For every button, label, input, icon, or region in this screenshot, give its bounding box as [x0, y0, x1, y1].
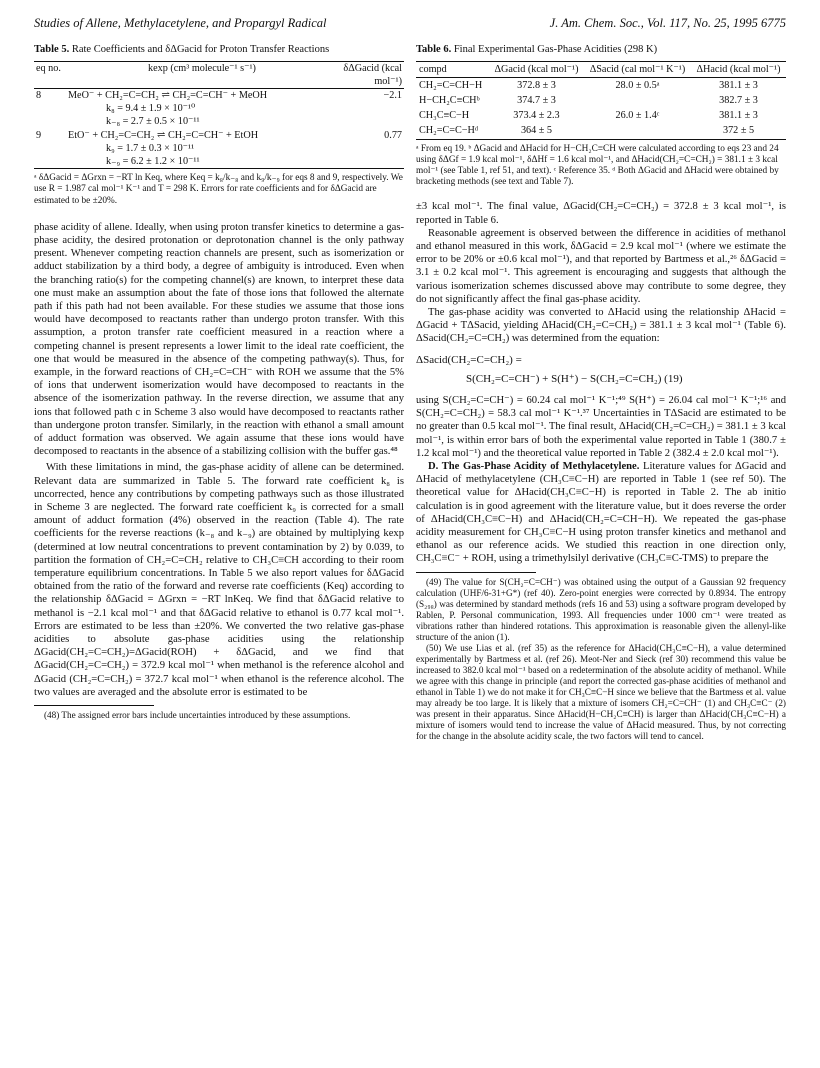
- table-row: [34, 88, 404, 102]
- table5-caption: [34, 44, 404, 57]
- table5-dg: 0.77: [384, 129, 402, 141]
- table6-cell: CH₃C≡C−H: [419, 110, 470, 122]
- equation-line-1: ΔSacid(CH₂=C=CH₂) =: [416, 353, 522, 366]
- table6-caption: [416, 44, 786, 57]
- section-text: Literature values for ΔGacid and ΔHacid of methylacetylene (CH₃C≡C−H) are reported in Table 1 (see ref 50). The theoretical value for ΔHacid(CH₃C≡C−H) is reported in Table 2. The ab initio calculation is in good agreement with the literature value, but it does reverse the order of ΔHacid(CH₃C≡C−H) and ΔHacid(CH₂=C=CH−H). We repeated the gas-phase acidity measurement for CH₃C≡C−H using proton transfer kinetics and methanol and ethanol as our reference acids. We studied this reaction in one direction only, CH₃C≡C⁻ + ROH, using a trimethylsilyl derivative (CH₃C≡C-TMS) to prepare the: [416, 460, 786, 565]
- table6-footnote: ᵃ From eq 19. ᵇ ΔGacid and ΔHacid for H−CH₂C≡CH were calculated according to eqs 23 and 24 using δΔGf = 1.9 kcal mol⁻¹, δΔHf = 1.6 kcal mol⁻¹, and ΔHacid(CH₂=C=CH₂) = 381.1 ± 3 kcal mol⁻¹ (see Table 1, ref 51, and text). ᶜ Reference 35. ᵈ Both ΔGacid and ΔHacid were obtained by bracketing methods (see text and Table 7).: [416, 143, 779, 188]
- table6: [416, 61, 786, 140]
- footnote-49: (49) The value for S(CH₂=C=CH⁻) was obtained using the output of a Gaussian 92 frequency calculation (UHF/6-31+G*) (ref 40). Zero-point energies were corrected by 0.8934. The entropy (S₂₉₈) was determined by standard methods (refs 16 and 53) using a software program developed by Rablen, P. Personal communication, 1993. All frequencies under 1000 cm⁻¹ were treated as vibrations rather than hindered rotations. This approximation is reasonable given the allenyl-like structure of the anion (1).: [416, 576, 786, 642]
- table-row: [416, 108, 786, 123]
- table5-reaction: EtO⁻ + CH₂=C=CH₂ ⇌ CH₂=C=CH⁻ + EtOH: [68, 129, 259, 141]
- table6-cell: 28.0 ± 0.5ᵃ: [615, 79, 660, 91]
- header-journal: J. Am. Chem. Soc., Vol. 117, No. 25, 1995 6775: [549, 16, 786, 30]
- table6-head-dh: ΔHacid (kcal mol⁻¹): [696, 63, 781, 75]
- table5-title: Rate Coefficients and δΔGacid for Proton Transfer Reactions: [71, 44, 330, 55]
- table-row: [416, 123, 786, 139]
- header-title: Studies of Allene, Methylacetylene, and Propargyl Radical: [34, 16, 327, 30]
- body-paragraph: phase acidity of allene. Ideally, when using proton transfer kinetics to determine a gas-phase acidity, the desired protonation or deprotonation channel is the only pathway present. Whenever competing reaction channels are present, such as isomerization or adduct stabilization by a third body, a degree of ambiguity is introduced. Even when the branching ratio(s) for the competing channel(s) are known, to interpret these data one must make an assumption about the fate of those ions that followed the alternate path if this path had not been available. For these studies we assume that those ions would have decomposed to reactants rather than undergo proton transfer. With this assumption, a proton transfer rate coefficient measured in a reaction where a competing channel is present represents a lower limit to the ideal rate coefficient, the one that would be measured in the absence of the competing pathway(s). Thus, for example, in the forward reactions of CH₂=C=CH⁻ with ROH we assume that the 5% of ions that underwent isomerization would have decomposed to reactants in the absence of the isomerization pathway. In the reverse direction, we assume that any ions that followed path c in Scheme 3 also would have decomposed to reactants rather than undergone proton transfer. Similarly, in the reaction with ethanol a small amount of adduct formation was observed. We again assume that these ions would have decomposed to reactants in the absence of a stabilizing collision with the buffer gas.⁴⁸: [34, 221, 404, 458]
- table6-cell: [584, 123, 691, 139]
- body-paragraph: using S(CH₂=C=CH⁻) = 60.24 cal mol⁻¹ K⁻¹;⁴⁹ S(H⁺) = 26.04 cal mol⁻¹ K⁻¹;¹⁶ and S(CH₂=C=CH₂) = 58.3 cal mol⁻¹ K⁻¹.³⁷ Uncertainties in TΔSacid are estimated to be no greater than 0.5 kcal mol⁻¹. The final result, ΔHacid(CH₂=C=CH₂) = 381.1 ± 3 kcal mol⁻¹, is within error bars of both the experimental value reported in Table 1 (380.7 ± 1.2 kcal mol⁻¹) and the theoretical value reported in Table 2 (382.4 ± 2.0 kcal mol⁻¹).: [416, 394, 786, 459]
- footnote-50: (50) We use Lias et al. (ref 35) as the reference for ΔHacid(CH₃C≡C−H), a value determined experimentally by Bartmess et al. (ref 26). Meot-Ner and Sieck (ref 30) recommend this value be increased to 382.0 kcal mol⁻¹ based on a redetermination of the absolute acidity of methanol. While we agree with this change in principle (and report the corrected gas-phase acidities of methanol and ethanol in Table 1) we do not make it for CH₃C≡C−H since we believe that the Bartmess et al. value may already be too large. It is likely that a mixture of isomers CH₂=C=CH⁻ (1) and CH₃C≡C⁻ (2) was present in their apparatus. Since ΔHacid(H−CH₂C≡CH) is larger than ΔHacid(CH₃C≡C−H) a mixture of isomers would tend to increase the value of ΔHacid measured. Thus, by not correcting for the change in the absolute acidity scale, the two factors will tend to cancel.: [416, 642, 786, 741]
- table5-k-forward: k₉ = 1.7 ± 0.3 × 10⁻¹¹: [106, 142, 195, 154]
- table5-dg: −2.1: [383, 89, 402, 101]
- table5-eq-no: 9: [36, 129, 42, 141]
- table6-label: Table 6.: [416, 44, 452, 55]
- table6-cell: 373.4 ± 2.3: [513, 110, 560, 122]
- table5-eq-no: 8: [36, 89, 42, 101]
- body-paragraph: Reasonable agreement is observed between the difference in acidities of methanol and ethanol measured in this work, δΔGacid = 2.9 kcal mol⁻¹ (where we estimate the error to be 20% or ±0.6 kcal mol⁻¹), and that reported by Bartmess et al.,²⁶ δΔGacid = 3.1 ± 0.2 kcal mol⁻¹. This agreement is encouraging and suggests that although the various isomerization schemes discussed above may contribute to some degree, they do not significantly affect the final gas-phase acidity.: [416, 227, 786, 305]
- body-paragraph: With these limitations in mind, the gas-phase acidity of allene can be determined. Relevant data are summarized in Table 5. The forward rate coefficient k₈ is uncorrected, hence any contributions by competing pathways such as those illustrated in Scheme 3 are neglected. The forward rate coefficient k₉ is corrected for a small amount of adduct formation (4%) observed in the reaction (Table 4). The rate coefficients for the reverse reactions (k₋₈ and k₋₉) are obtained by multiplying kexp (determined at low neutral concentrations to prevent contamination by 2) by 0.039, to partition the formation of CH₂=C=CH₂ relative to CH₃C≡CH according to their room temperature equilibrium concentrations. In Table 5 we also report values for δΔGacid obtained from the ratio of the forward and reverse rate coefficients (Keq) according to the relationship δΔGacid = ΔGrxn = −RT lnKeq. We find that δΔGacid relative to methanol is −2.1 kcal mol⁻¹ and that δΔGacid relative to ethanol is 0.77 kcal mol⁻¹. Errors are estimated to be less than ±20%. We converted the two relative gas-phase acidities to absolute gas-phase acidities using the relationship ΔGacid(CH₂=C=CH₂)=ΔGacid(ROH) + δΔGacid, and we find that ΔGacid(CH₂=C=CH₂) = 372.9 kcal mol⁻¹ when methanol is the reference alcohol and ΔGacid (CH₂=C=CH₂) = 372.7 kcal mol⁻¹ when ethanol is the reference alcohol. The two values are averaged and the absolute error is estimated to be: [34, 462, 404, 698]
- footnote-text: (48) The assigned error bars include uncertainties introduced by these assumptions.: [44, 710, 351, 721]
- footnote-divider: [34, 705, 154, 706]
- table5-label: Table 5.: [34, 44, 70, 55]
- table5-k-forward: k₈ = 9.4 ± 1.9 × 10⁻¹⁰: [106, 103, 196, 115]
- table6-cell: 364 ± 5: [520, 125, 552, 137]
- table-row: [34, 115, 404, 128]
- running-header: [34, 16, 786, 34]
- left-column: [34, 44, 404, 721]
- footnotes: [416, 577, 786, 742]
- table-row: [34, 155, 404, 169]
- table6-cell: 374.7 ± 3: [517, 94, 556, 106]
- table5: [34, 61, 404, 170]
- section-heading: D. The Gas-Phase Acidity of Methylacetylene.: [428, 460, 640, 472]
- table6-cell: 381.1 ± 3: [719, 79, 758, 91]
- table5-head-eq: eq no.: [36, 62, 61, 74]
- footnote-divider: [416, 572, 536, 573]
- table6-cell: CH₂=C=CH−H: [419, 79, 483, 91]
- table-row: [34, 142, 404, 155]
- table5-k-reverse: k₋₈ = 2.7 ± 0.5 × 10⁻¹¹: [106, 116, 200, 128]
- table6-head-dg: ΔGacid (kcal mol⁻¹): [494, 63, 579, 75]
- table-row: [416, 93, 786, 108]
- footnote-48: [34, 710, 404, 721]
- table6-title: Final Experimental Gas-Phase Acidities (298 K): [453, 44, 658, 55]
- table6-head-compd: compd: [419, 63, 447, 75]
- table6-head-ds: ΔSacid (cal mol⁻¹ K⁻¹): [589, 63, 686, 75]
- table5-k-reverse: k₋₉ = 6.2 ± 1.2 × 10⁻¹¹: [106, 155, 200, 167]
- table6-cell: [584, 93, 691, 108]
- table5-reaction: MeO⁻ + CH₂=C=CH₂ ⇌ CH₂=C=CH⁻ + MeOH: [68, 89, 268, 101]
- table6-cell: 372 ± 5: [722, 125, 755, 137]
- table5-head-dg: δΔGacid (kcal mol⁻¹): [343, 62, 402, 87]
- body-paragraph: The gas-phase acidity was converted to ΔHacid using the relationship ΔHacid = ΔGacid + TΔSacid, yielding ΔHacid(CH₂=C=CH₂) = 381.1 ± 3 kcal mol⁻¹ (Table 6). ΔSacid(CH₂=C=CH₂) was determined from the equation:: [416, 306, 786, 345]
- table6-cell: 382.7 ± 3: [719, 94, 758, 106]
- table6-cell: H−CH₂C≡CHᵇ: [419, 94, 480, 106]
- table6-cell: CH₂=C=C−Hᵈ: [419, 125, 479, 137]
- table6-cell: 372.8 ± 3: [517, 79, 556, 91]
- table6-cell: 26.0 ± 1.4ᶜ: [615, 110, 660, 122]
- equation-line-2: S(CH₂=C=CH⁻) + S(H⁺) − S(CH₂=C=CH₂) (19): [466, 372, 683, 385]
- equation-19: [416, 354, 786, 386]
- table-row: [34, 129, 404, 142]
- table6-cell: 381.1 ± 3: [719, 110, 758, 122]
- table5-footnote: ᵃ δΔGacid = ΔGrxn = −RT ln Keq, where Keq = k₈/k₋₈ and k₉/k₋₉ for eqs 8 and 9, respectively. We use R = 1.987 cal mol⁻¹ K⁻¹ and T = 298 K. Errors for rate coefficients and for δΔGacid are estimated to be ±20%.: [34, 173, 403, 206]
- table-row: [416, 77, 786, 93]
- right-column: [416, 44, 786, 742]
- table-row: [34, 102, 404, 115]
- table5-head-k: kexp (cm³ molecule⁻¹ s⁻¹): [148, 62, 256, 74]
- section-d-paragraph: [416, 460, 786, 566]
- body-paragraph: ±3 kcal mol⁻¹. The final value, ΔGacid(CH₂=C=CH₂) = 372.8 ± 3 kcal mol⁻¹, is reported in Table 6.: [416, 201, 786, 226]
